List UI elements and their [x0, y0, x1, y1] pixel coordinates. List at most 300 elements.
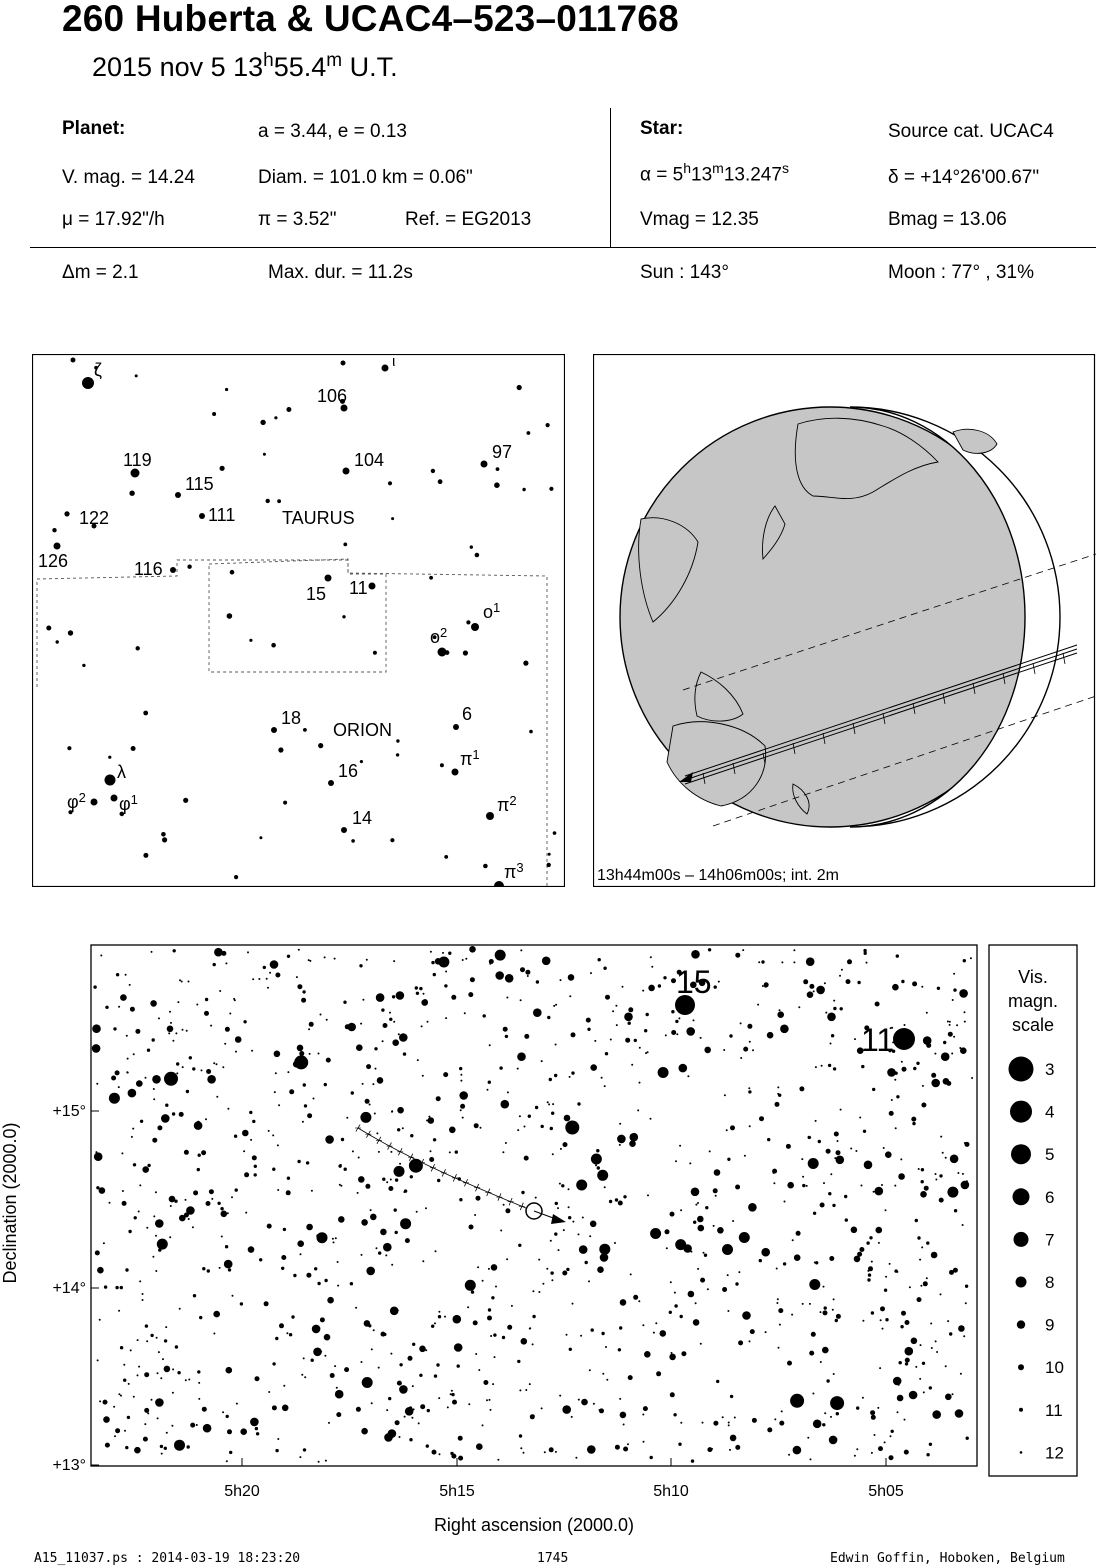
- chart-star: [168, 1032, 170, 1034]
- chart-star: [773, 1182, 775, 1184]
- chart-star: [129, 984, 131, 986]
- chart-star: [366, 1267, 375, 1276]
- chart-star: [206, 1201, 211, 1206]
- chart-star: [302, 1121, 304, 1123]
- chart-star: [724, 1094, 726, 1096]
- chart-star: [499, 1066, 502, 1069]
- chart-star: [565, 1121, 579, 1135]
- chart-star: [449, 1127, 456, 1134]
- chart-star: [287, 1177, 290, 1180]
- chart-star: [538, 1259, 540, 1261]
- chart-star: [885, 1318, 888, 1321]
- chart-star: [443, 1072, 448, 1077]
- chart-star: [243, 1150, 245, 1152]
- chart-star: [585, 1261, 588, 1264]
- chart-star: [173, 949, 176, 952]
- chart-star: [482, 1280, 484, 1282]
- chart-star: [188, 1379, 190, 1381]
- chart-star: [862, 1397, 864, 1399]
- chart-star: [389, 1012, 391, 1014]
- chart-star: [311, 1359, 314, 1362]
- chart-star: [275, 1449, 278, 1452]
- chart-star: [802, 1176, 804, 1178]
- chart-star: [126, 1035, 128, 1037]
- chart-star: [428, 1117, 435, 1124]
- chart-star: [870, 1410, 875, 1415]
- chart-star: [352, 1150, 354, 1152]
- chart-star: [862, 1320, 864, 1322]
- chart-star: [920, 1344, 922, 1346]
- label-omicron2: $o^2$: [430, 625, 448, 647]
- chart-star: [197, 1370, 200, 1373]
- finder-star: [494, 482, 500, 488]
- chart-star: [272, 1362, 275, 1365]
- chart-star: [639, 1082, 641, 1084]
- chart-star: [240, 1302, 243, 1305]
- chart-star: [416, 1211, 418, 1213]
- chart-star: [896, 954, 899, 957]
- chart-star: [460, 1074, 462, 1076]
- chart-star: [524, 1126, 526, 1128]
- chart-star: [572, 1221, 574, 1223]
- chart-star: [511, 1305, 513, 1307]
- chart-star: [138, 1366, 140, 1368]
- chart-star: [493, 1333, 496, 1336]
- globe-panel: [593, 354, 1096, 887]
- chart-star: [297, 1160, 300, 1163]
- chart-star: [524, 1156, 529, 1161]
- chart-star: [555, 1044, 557, 1046]
- chart-star: [164, 1072, 178, 1086]
- finder-star: [143, 711, 148, 716]
- chart-star: [397, 1128, 400, 1131]
- chart-star: [282, 1405, 289, 1412]
- chart-star: [283, 1228, 286, 1231]
- chart-star: [835, 1319, 838, 1322]
- chart-star: [279, 1323, 284, 1328]
- chart-star: [299, 1051, 304, 1056]
- chart-star: [525, 970, 530, 975]
- chart-star: [161, 1453, 163, 1455]
- chart-star: [815, 1066, 817, 1068]
- chart-star: [879, 1367, 881, 1369]
- chart-star: [871, 1415, 876, 1420]
- chart-star: [135, 1029, 140, 1034]
- chart-star: [643, 1406, 648, 1411]
- chart-star: [252, 1155, 257, 1160]
- chart-star: [900, 1325, 903, 1328]
- chart-star: [735, 1445, 740, 1450]
- chart-star: [614, 1242, 616, 1244]
- chart-star: [882, 1328, 884, 1330]
- chart-star: [420, 1404, 425, 1409]
- finder-star: [396, 753, 399, 756]
- chart-star: [966, 1437, 969, 1440]
- chart-star: [125, 1446, 128, 1449]
- chart-star: [926, 1241, 929, 1244]
- chart-star: [836, 1156, 845, 1165]
- chart-star: [268, 1130, 270, 1132]
- chart-star: [693, 1019, 695, 1021]
- chart-star: [278, 1104, 280, 1106]
- chart-star: [275, 973, 280, 978]
- chart-star: [444, 1316, 446, 1318]
- chart-star: [188, 1218, 190, 1220]
- chart-star: [926, 1453, 929, 1456]
- chart-star: [505, 1208, 510, 1213]
- legend-dot: [1011, 1144, 1031, 1164]
- chart-star: [813, 990, 815, 992]
- chart-star: [877, 1407, 879, 1409]
- chart-star: [867, 1278, 870, 1281]
- chart-star: [922, 1362, 925, 1365]
- chart-star: [430, 951, 432, 953]
- chart-star: [172, 1040, 174, 1042]
- chart-star: [381, 1332, 386, 1337]
- chart-star: [762, 985, 764, 987]
- chart-star: [99, 1319, 101, 1321]
- chart-star: [856, 1448, 858, 1450]
- chart-star: [336, 1412, 341, 1417]
- chart-star: [272, 1168, 275, 1171]
- chart-star: [558, 1249, 560, 1251]
- chart-star: [553, 1005, 555, 1007]
- chart-star: [833, 1000, 835, 1002]
- chart-star: [201, 1150, 206, 1155]
- chart-star: [840, 1109, 842, 1111]
- chart-star: [495, 971, 504, 980]
- chart-star: [252, 978, 254, 980]
- chart-star: [869, 1236, 872, 1239]
- chart-star: [115, 1070, 120, 1075]
- finder-star: [274, 416, 277, 419]
- chart-star: [735, 1282, 738, 1285]
- chart-star: [221, 1236, 223, 1238]
- chart-star: [568, 1216, 571, 1219]
- chart-star: [202, 1267, 205, 1270]
- star-chart: [0, 935, 1096, 1545]
- chart-star: [475, 1353, 477, 1355]
- chart-star: [880, 1319, 882, 1321]
- chart-star: [125, 974, 127, 976]
- chart-star: [476, 1443, 483, 1450]
- chart-star: [781, 1410, 783, 1412]
- chart-star: [449, 1151, 451, 1153]
- chart-star: [213, 1062, 215, 1064]
- chart-star: [452, 1400, 457, 1405]
- chart-star: [156, 1337, 158, 1339]
- chart-star: [121, 1152, 123, 1154]
- chart-star: [963, 1335, 965, 1337]
- chart-star: [380, 1229, 387, 1236]
- chart-star: [569, 1348, 572, 1351]
- chart-star: [686, 1027, 695, 1036]
- chart-star: [171, 1425, 173, 1427]
- legend-title-2: magn.: [1007, 991, 1059, 1011]
- chart-star: [240, 1428, 247, 1435]
- chart-star: [807, 991, 814, 998]
- chart-star: [371, 1402, 373, 1404]
- chart-star: [728, 1422, 730, 1424]
- chart-star: [619, 1144, 621, 1146]
- chart-star: [439, 1453, 441, 1455]
- chart-star: [216, 1096, 218, 1098]
- finder-star: [342, 615, 345, 618]
- chart-star: [915, 1366, 917, 1368]
- chart-star: [155, 1270, 157, 1272]
- chart-star: [181, 981, 183, 983]
- xtick-5h20: 5h20: [224, 1483, 260, 1500]
- planet-orbit: a = 3.44, e = 0.13: [258, 121, 407, 142]
- chart-star: [816, 986, 825, 995]
- chart-star: [700, 1037, 702, 1039]
- chart-star: [917, 1297, 922, 1302]
- chart-star: [454, 1343, 463, 1352]
- chart-star: [715, 1195, 717, 1197]
- chart-star: [866, 962, 868, 964]
- chart-star: [224, 1260, 233, 1269]
- finder-star: [429, 576, 433, 580]
- chart-star: [298, 949, 300, 951]
- chart-star: [176, 1062, 179, 1065]
- chart-star: [669, 1354, 676, 1361]
- chart-star: [277, 1144, 279, 1146]
- chart-star: [276, 964, 278, 966]
- chart-star: [196, 1004, 198, 1006]
- chart-star: [833, 1067, 836, 1070]
- chart-star: [417, 1059, 419, 1061]
- chart-star: [517, 1068, 519, 1070]
- chart-star: [372, 1083, 374, 1085]
- chart-star: [502, 1336, 505, 1339]
- chart-star: [673, 1413, 676, 1416]
- chart-star: [153, 1215, 155, 1217]
- chart-star: [809, 984, 814, 989]
- chart-star: [823, 1182, 825, 1184]
- chart-star: [175, 1032, 177, 1034]
- chart-star: [205, 1118, 207, 1120]
- finder-star: [390, 838, 394, 842]
- chart-star: [866, 1241, 869, 1244]
- chart-star: [523, 1452, 525, 1454]
- chart-star: [324, 1355, 326, 1357]
- label-16: 16: [338, 761, 359, 781]
- finder-star: [212, 412, 216, 416]
- legend-label: 6: [1045, 1187, 1055, 1207]
- chart-star: [606, 1379, 608, 1381]
- event-moon: Moon : 77° , 31%: [888, 262, 1034, 283]
- chart-star: [618, 1201, 623, 1206]
- chart-star: [923, 1281, 928, 1286]
- chart-star: [957, 1172, 959, 1174]
- chart-star: [325, 1460, 327, 1462]
- chart-star: [778, 1347, 780, 1349]
- chart-star: [370, 1214, 377, 1221]
- chart-star: [776, 1302, 778, 1304]
- chart-star: [491, 1296, 494, 1299]
- chart-star: [470, 977, 475, 982]
- chart-star: [192, 1067, 195, 1070]
- chart-star: [809, 1279, 820, 1290]
- chart-star: [395, 1420, 400, 1425]
- chart-star: [757, 1004, 759, 1006]
- chart-star: [555, 1004, 557, 1006]
- chart-star: [713, 1225, 715, 1227]
- star-source: Source cat. UCAC4: [888, 121, 1054, 142]
- chart-star: [506, 1258, 508, 1260]
- chart-star: [932, 1410, 941, 1419]
- chart-star: [134, 1216, 137, 1219]
- chart-star: [761, 1248, 770, 1257]
- chart-star: [360, 1112, 371, 1123]
- finder-star: [466, 620, 470, 624]
- chart-star: [398, 1167, 405, 1174]
- chart-star: [347, 1023, 356, 1032]
- chart-star: [344, 1367, 349, 1372]
- chart-star: [911, 1338, 918, 1345]
- chart-star: [304, 1376, 306, 1378]
- chart-star: [730, 1395, 733, 1398]
- star-104: [343, 468, 350, 475]
- chart-star: [97, 1359, 99, 1361]
- chart-star: [301, 998, 306, 1003]
- chart-star: [625, 1038, 630, 1043]
- chart-star: [935, 1340, 937, 1342]
- chart-star: [277, 1438, 279, 1440]
- chart-star: [249, 1111, 252, 1114]
- chart-star: [144, 1408, 149, 1413]
- chart-star: [164, 1339, 167, 1342]
- chart-star: [289, 1089, 294, 1094]
- chart-star: [308, 1028, 310, 1030]
- chart-star: [303, 1083, 306, 1086]
- chart-star: [158, 1017, 160, 1019]
- chart-star: [889, 1263, 891, 1265]
- chart-star: [144, 1372, 149, 1377]
- chart-star: [100, 955, 102, 957]
- chart-star: [781, 961, 783, 963]
- chart-star: [815, 1120, 817, 1122]
- chart-star: [628, 1007, 633, 1012]
- chart-star: [532, 1315, 535, 1318]
- chart-star: [520, 967, 525, 972]
- chart-star: [826, 1379, 829, 1382]
- chart-star: [184, 1150, 189, 1155]
- chart-star: [176, 1072, 178, 1074]
- chart-star: [550, 1127, 553, 1130]
- chart-star: [620, 1299, 627, 1306]
- chart-star: [829, 1256, 834, 1261]
- finder-star: [549, 487, 553, 491]
- legend-dot: [1009, 1057, 1034, 1082]
- chart-star: [671, 1010, 674, 1013]
- chart-star: [287, 955, 290, 958]
- chart-star: [878, 1242, 880, 1244]
- finder-star: [303, 728, 307, 732]
- chart-star: [546, 1268, 548, 1270]
- chart-star: [750, 1329, 755, 1334]
- chart-star: [934, 1053, 936, 1055]
- chart-star: [390, 1353, 392, 1355]
- chart-star: [293, 1274, 296, 1277]
- chart-star: [837, 1140, 839, 1142]
- chart-star: [920, 1191, 927, 1198]
- chart-star: [560, 979, 562, 981]
- chart-star: [948, 1032, 953, 1037]
- chart-star: [366, 959, 368, 961]
- finder-star: [162, 837, 167, 842]
- chart-star: [761, 960, 764, 963]
- chart-star: [332, 1238, 334, 1240]
- star-iota: [382, 365, 389, 372]
- chart-star: [533, 1008, 542, 1017]
- finder-star: [52, 528, 56, 532]
- chart-star: [234, 999, 236, 1001]
- chart-star: [873, 1191, 875, 1193]
- chart-star: [103, 1242, 105, 1244]
- chart-star: [732, 1220, 734, 1222]
- chart-star: [423, 993, 425, 995]
- chart-star: [722, 1416, 724, 1418]
- chart-star: [830, 1043, 832, 1045]
- chart-star: [399, 1163, 401, 1165]
- chart-star: [158, 1351, 160, 1353]
- chart-star: [775, 1102, 780, 1107]
- chart-star: [386, 1409, 388, 1411]
- chart-star: [142, 1293, 144, 1295]
- chart-star: [182, 1029, 184, 1031]
- label-pi2: $\pi^2$: [497, 793, 517, 815]
- chart-star: [105, 1006, 108, 1009]
- chart-star: [153, 1088, 155, 1090]
- chart-star: [391, 1110, 393, 1112]
- finder-star: [259, 836, 262, 839]
- chart-star: [371, 1348, 373, 1350]
- chart-star: [961, 1181, 970, 1190]
- chart-star: [832, 1204, 835, 1207]
- chart-star: [436, 1363, 439, 1366]
- chart-star: [468, 992, 473, 997]
- chart-star: [911, 1117, 916, 1122]
- chart-star: [639, 1047, 641, 1049]
- chart-star: [575, 1457, 577, 1459]
- chart-star: [965, 1302, 967, 1304]
- chart-star: [335, 1237, 337, 1239]
- chart-star: [897, 1395, 904, 1402]
- chart-star: [642, 1324, 644, 1326]
- chart-star: [388, 1397, 391, 1400]
- chart-star: [382, 1040, 384, 1042]
- globe-caption: 13h44m00s – 14h06m00s; int. 2m: [597, 867, 839, 884]
- chart-star: [274, 1091, 276, 1093]
- chart-star: [157, 1372, 159, 1374]
- chart-star: [971, 1077, 973, 1079]
- chart-star: [507, 1091, 509, 1093]
- finder-star: [277, 499, 281, 503]
- chart-star: [158, 1248, 161, 1251]
- chart-star: [480, 1127, 482, 1129]
- chart-star: [536, 980, 539, 983]
- chart-star: [605, 1052, 608, 1055]
- chart-star: [670, 1212, 675, 1217]
- footer-left: A15_11037.ps : 2014-03-19 18:23:20: [34, 1551, 301, 1566]
- chart-star: [554, 1232, 557, 1235]
- chart-star: [400, 1218, 411, 1229]
- finder-star: [68, 630, 73, 635]
- chart-star: [674, 1292, 676, 1294]
- chart-star: [151, 951, 153, 953]
- chart-star: [206, 1069, 211, 1074]
